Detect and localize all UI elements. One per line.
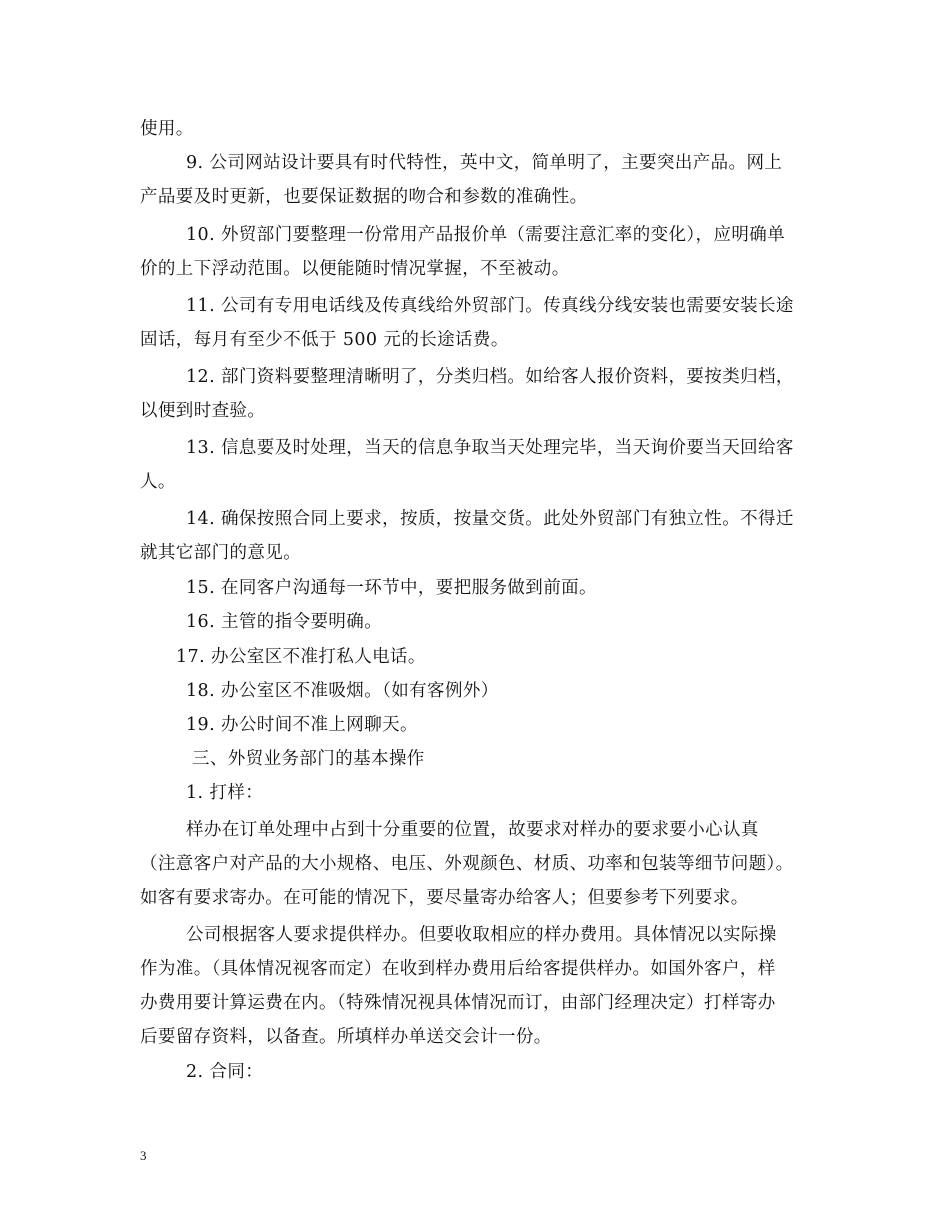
item-14-line-2: 就其它部门的意见。 [140,543,302,563]
sampling-para-1-line-3: 如客有要求寄办。在可能的情况下，要尽量寄办给客人；但要参考下列要求。 [140,888,749,908]
item-18-line: 18. 办公室区不准吸烟。（如有客例外） [186,681,499,701]
item-13-line-2: 人。 [140,472,176,492]
text-line: 使用。 [140,119,194,139]
subheading-sampling: 1. 打样： [186,783,264,803]
item-9-line-1: 9. 公司网站设计要具有时代特性，英中文，简单明了，主要突出产品。网上 [186,153,783,173]
item-9-line-2: 产品要及时更新，也要保证数据的吻合和参数的准确性。 [140,187,588,207]
sampling-para-2-line-4: 后要留存资料，以备查。所填样办单送交会计一份。 [140,1027,552,1047]
sampling-para-2-line-2: 作为准。（具体情况视客而定）在收到样办费用后给客提供样办。如国外客户，样 [140,959,776,979]
item-12-line-2: 以便到时查验。 [140,401,266,421]
item-19-line: 19. 办公时间不准上网聊天。 [186,715,418,735]
item-10-line-1: 10. 外贸部门要整理一份常用产品报价单（需要注意汇率的变化），应明确单 [186,225,786,245]
item-17-line: 17. 办公室区不准打私人电话。 [176,647,426,667]
item-15-line: 15. 在同客户沟通每一环节中，要把服务做到前面。 [186,578,597,598]
item-10-line-2: 价的上下浮动范围。以便能随时情况掌握，不至被动。 [140,259,570,279]
item-11-line-2: 固话，每月有至少不低于 500 元的长途话费。 [140,330,509,350]
item-11-line-1: 11. 公司有专用电话线及传真线给外贸部门。传真线分线安装也需要安装长途 [186,296,794,316]
sampling-para-1-line-1: 样办在订单处理中占到十分重要的位置，故要求对样办的要求要小心认真 [186,820,759,840]
sampling-para-2-line-3: 办费用要计算运费在内。（特殊情况视具体情况而订，由部门经理决定）打样寄办 [140,993,776,1013]
sampling-para-2-line-1: 公司根据客人要求提供样办。但要收取相应的样办费用。具体情况以实际操 [186,925,777,945]
item-16-line: 16. 主管的指令要明确。 [186,612,383,632]
page-number: 3 [140,1148,147,1163]
section-heading: 三、外贸业务部门的基本操作 [192,749,425,769]
sampling-para-1-line-2: （注意客户对产品的大小规格、电压、外观颜色、材质、功率和包装等细节问题）。 [140,854,794,874]
item-12-line-1: 12. 部门资料要整理清晰明了，分类归档。如给客人报价资料，要按类归档， [186,367,794,387]
subheading-contract: 2. 合同： [186,1062,264,1082]
item-14-line-1: 14. 确保按照合同上要求，按质，按量交货。此处外贸部门有独立性。不得迁 [186,509,794,529]
item-13-line-1: 13. 信息要及时处理，当天的信息争取当天处理完毕，当天询价要当天回给客 [186,438,794,458]
